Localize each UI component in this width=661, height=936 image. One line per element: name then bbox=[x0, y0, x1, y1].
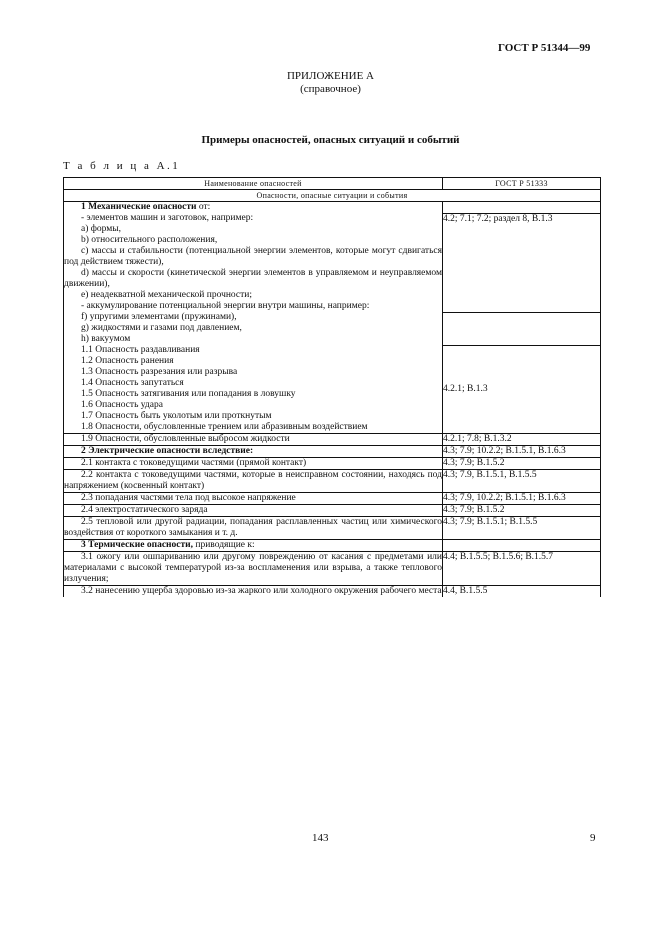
standard-ref: 4.3; 7.9; В.1.5.2 bbox=[443, 458, 505, 468]
table-row bbox=[64, 446, 601, 458]
standard-ref-cell bbox=[443, 312, 601, 345]
standard-ref-cell bbox=[443, 202, 601, 214]
standard-ref: 4.4, В.1.5.5 bbox=[443, 586, 488, 596]
table-subheader-row bbox=[64, 190, 601, 202]
hazard-text: 3.2 нанесению ущерба здоровью из-за жаркого или холодного окружения рабочего места bbox=[81, 586, 442, 596]
hazard-cell bbox=[64, 235, 443, 246]
table-header-row bbox=[64, 178, 601, 190]
hazard-cell bbox=[64, 470, 443, 493]
table-row bbox=[64, 434, 601, 446]
table-row bbox=[64, 517, 601, 540]
hazard-text: 1.4 Опасность запутаться bbox=[81, 378, 184, 388]
table-row bbox=[64, 312, 601, 323]
hazard-text: 2.1 контакта с токоведущими частями (прямой контакт) bbox=[81, 458, 307, 468]
table-row bbox=[64, 586, 601, 598]
hazard-text: 2.2 контакта с токоведущими частями, которые в неисправном состоянии, находясь под напряжением (косвенный контакт) bbox=[64, 470, 442, 491]
hazard-cell bbox=[64, 213, 443, 224]
hazard-cell bbox=[64, 517, 443, 540]
standard-ref-cell bbox=[443, 458, 601, 470]
hazard-cell bbox=[64, 505, 443, 517]
hazard-group-title: 3 Термические опасности, bbox=[81, 540, 193, 550]
table-row bbox=[64, 458, 601, 470]
sheet-number: 9 bbox=[590, 832, 596, 844]
hazard-text: 1.3 Опасность разрезания или разрыва bbox=[81, 367, 238, 377]
hazard-text: с) массы и стабильности (потенциальной энергии элементов, которые могут сдвигаться под действием тяжести), bbox=[64, 246, 442, 267]
standard-ref: 4.3; 7.9, 10.2.2; В.1.5.1; В.1.6.3 bbox=[443, 493, 566, 503]
hazard-text: d) массы и скорости (кинетической энергии элементов в управляемом и неуправляемом движении), bbox=[64, 268, 442, 289]
appendix-heading bbox=[0, 70, 661, 96]
standard-ref-cell bbox=[443, 586, 601, 598]
col-header-ref: ГОСТ Р 51333 bbox=[443, 178, 601, 190]
standard-ref-cell bbox=[443, 345, 601, 434]
hazard-text: 1.5 Опасность затягивания или попадания в ловушку bbox=[81, 389, 296, 399]
hazard-cell bbox=[64, 378, 443, 389]
hazard-cell bbox=[64, 224, 443, 235]
hazard-text: 2.3 попадания частями тела под высокое напряжение bbox=[81, 493, 296, 503]
hazard-text: - элементов машин и заготовок, например: bbox=[81, 213, 254, 223]
standard-ref: 4.3; 7.9; В.1.5.1; В.1.5.5 bbox=[443, 517, 538, 527]
hazard-text: 1.1 Опасность раздавливания bbox=[81, 345, 200, 355]
hazard-text: 1.6 Опасность удара bbox=[81, 400, 163, 410]
hazard-text: - аккумулирование потенциальной энергии внутри машины, например: bbox=[81, 301, 370, 311]
hazard-cell bbox=[64, 458, 443, 470]
col-header-name: Наименование опасностей bbox=[64, 178, 443, 190]
hazard-cell bbox=[64, 345, 443, 356]
hazard-text: h) вакуумом bbox=[81, 334, 131, 344]
table-body bbox=[64, 202, 601, 598]
hazard-cell bbox=[64, 446, 443, 458]
table-row bbox=[64, 505, 601, 517]
subheader: Опасности, опасные ситуации и события bbox=[64, 190, 601, 202]
hazard-cell bbox=[64, 334, 443, 345]
hazard-text: 2.4 электростатического заряда bbox=[81, 505, 208, 515]
hazard-text: 1.9 Опасности, обусловленные выбросом жидкости bbox=[81, 434, 290, 444]
hazard-cell bbox=[64, 268, 443, 290]
standard-ref: 4.3; 7.9; В.1.5.2 bbox=[443, 505, 505, 515]
table-label: Т а б л и ц а А.1 bbox=[63, 160, 181, 172]
hazard-text: от: bbox=[196, 202, 211, 212]
standard-ref-cell bbox=[443, 446, 601, 458]
hazard-cell bbox=[64, 434, 443, 446]
standard-ref-cell bbox=[443, 505, 601, 517]
standard-ref: 4.2; 7.1; 7.2; раздел 8, В.1.3 bbox=[443, 213, 553, 224]
hazards-table bbox=[63, 177, 601, 597]
hazard-cell bbox=[64, 202, 443, 214]
hazard-cell bbox=[64, 552, 443, 586]
hazard-text: е) неадекватной механической прочности; bbox=[81, 290, 253, 300]
hazard-group-title: 2 Электрические опасности вследствие: bbox=[81, 446, 254, 456]
standard-ref: 4.2.1; В.1.3 bbox=[443, 383, 488, 394]
standard-ref: 4.2.1; 7.8; В.1.3.2 bbox=[443, 434, 512, 444]
hazard-text: g) жидкостями и газами под давлением, bbox=[81, 323, 242, 333]
appendix-title: ПРИЛОЖЕНИЕ А bbox=[286, 70, 374, 82]
standard-ref: 4.3; 7.9; 10.2.2; В.1.5.1, В.1.6.3 bbox=[443, 446, 566, 456]
hazard-cell bbox=[64, 290, 443, 301]
hazard-cell bbox=[64, 493, 443, 505]
page-number: 143 bbox=[312, 832, 329, 844]
appendix-note: (справочное) bbox=[300, 83, 361, 95]
standard-ref-cell bbox=[443, 493, 601, 505]
table-row bbox=[64, 493, 601, 505]
hazard-cell bbox=[64, 246, 443, 268]
hazard-cell bbox=[64, 411, 443, 422]
hazard-cell bbox=[64, 422, 443, 434]
table-row bbox=[64, 470, 601, 493]
hazard-cell bbox=[64, 586, 443, 598]
standard-ref-cell bbox=[443, 213, 601, 312]
hazard-cell bbox=[64, 367, 443, 378]
hazard-cell bbox=[64, 323, 443, 334]
hazard-text: 1.7 Опасность быть уколотым или проткнутым bbox=[81, 411, 272, 421]
table-row bbox=[64, 202, 601, 214]
standard-ref: 4.4; В.1.5.5; В.1.5.6; В.1.5.7 bbox=[443, 552, 554, 562]
table-row bbox=[64, 540, 601, 552]
hazard-text: 1.8 Опасности, обусловленные трением или абразивным воздействием bbox=[81, 422, 368, 432]
hazard-cell bbox=[64, 400, 443, 411]
hazard-cell bbox=[64, 301, 443, 312]
hazard-cell bbox=[64, 389, 443, 400]
hazard-text: а) формы, bbox=[81, 224, 122, 234]
standard-ref-cell bbox=[443, 434, 601, 446]
hazard-group-title: 1 Механические опасности bbox=[81, 202, 197, 212]
document-id: ГОСТ Р 51344—99 bbox=[498, 42, 591, 54]
hazard-text: приводящие к: bbox=[193, 540, 255, 550]
section-title: Примеры опасностей, опасных ситуаций и событий bbox=[201, 134, 460, 146]
table-row bbox=[64, 213, 601, 224]
standard-ref-cell bbox=[443, 517, 601, 540]
table-row bbox=[64, 345, 601, 356]
standard-ref-cell bbox=[443, 552, 601, 586]
hazard-cell bbox=[64, 356, 443, 367]
hazard-text: f) упругими элементами (пружинами), bbox=[81, 312, 237, 322]
standard-ref-cell bbox=[443, 540, 601, 552]
hazard-text: b) относительного расположения, bbox=[81, 235, 218, 245]
hazard-text: 2.5 тепловой или другой радиации, попадания расплавленных частиц или химического воздействия от короткого замыкания и т. д. bbox=[64, 517, 442, 538]
standard-ref-cell bbox=[443, 470, 601, 493]
hazard-cell bbox=[64, 540, 443, 552]
hazard-text: 3.1 ожогу или ошпариванию или другому повреждению от касания с предметами или материалами с высокой температурой из-за воспламенения или взрыва, а также теплового излучения; bbox=[64, 552, 442, 584]
hazard-cell bbox=[64, 312, 443, 323]
table-row bbox=[64, 552, 601, 586]
standard-ref: 4.3; 7.9, В.1.5.1, В.1.5.5 bbox=[443, 470, 537, 480]
hazard-text: 1.2 Опасность ранения bbox=[81, 356, 174, 366]
